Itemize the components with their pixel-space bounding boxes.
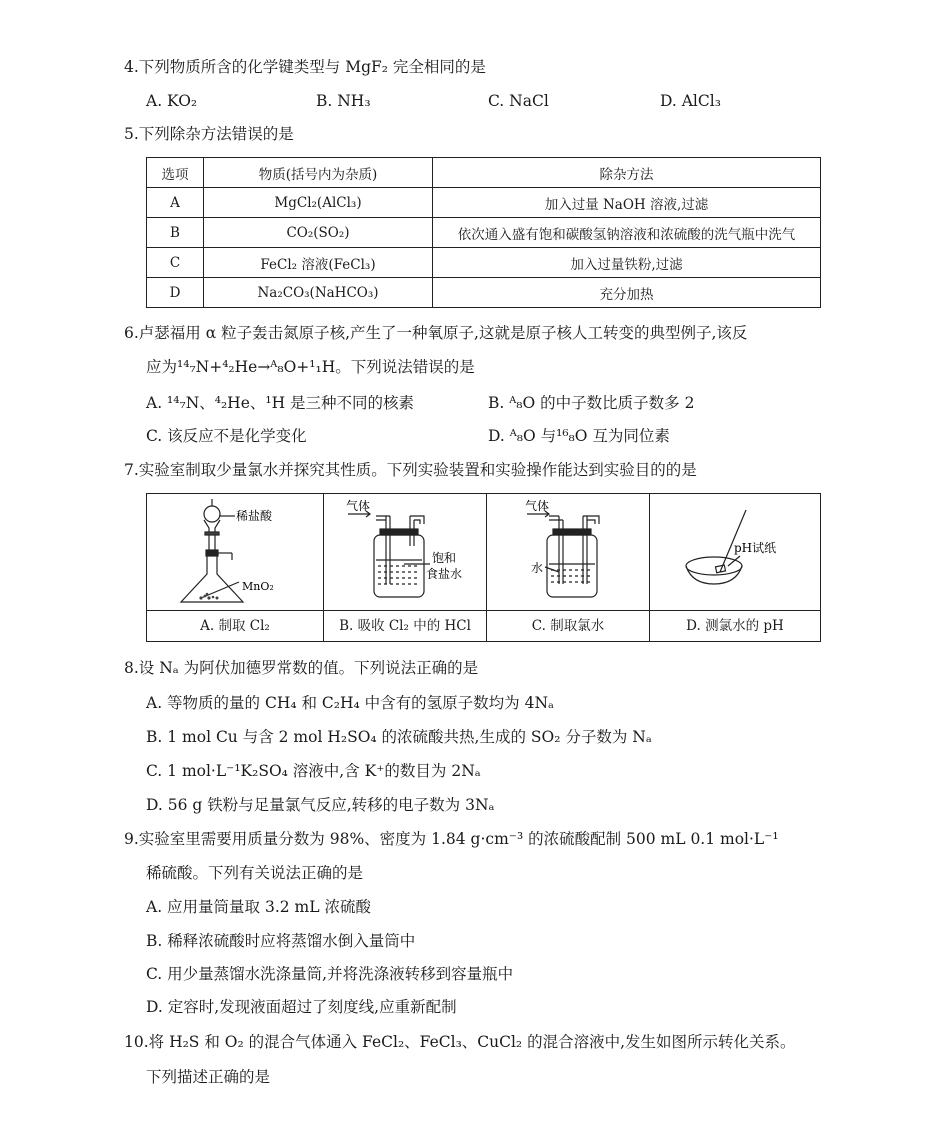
q4-option-b: B. NH₃ <box>316 92 371 110</box>
flask-diagram <box>147 494 324 611</box>
q8-option-a: A. 等物质的量的 CH₄ 和 C₂H₄ 中含有的氢原子数均为 4Nₐ <box>146 694 554 712</box>
q9-option-d: D. 定容时,发现液面超过了刻度线,应重新配制 <box>146 998 457 1016</box>
caption-c: C. 制取氯水 <box>487 610 649 641</box>
brine-label-2: 食盐水 <box>426 567 463 581</box>
table-cell: D <box>147 278 204 308</box>
q4-option-a: A. KO₂ <box>146 92 198 110</box>
q8-option-c: C. 1 mol·L⁻¹K₂SO₄ 溶液中,含 K⁺的数目为 2Nₐ <box>146 762 481 780</box>
table-cell: FeCl₂ 溶液(FeCl₃) <box>204 248 433 278</box>
table-row <box>147 278 821 308</box>
table-cell: MgCl₂(AlCl₃) <box>204 188 433 218</box>
wash-bottle-c-diagram <box>487 494 650 611</box>
table-cell: 依次通入盛有饱和碳酸氢钠溶液和浓硫酸的洗气瓶中洗气 <box>433 218 821 248</box>
q7-apparatus-panel <box>146 493 821 642</box>
q6-option-a: A. ¹⁴₇N、⁴₂He、¹H 是三种不同的核素 <box>146 394 415 412</box>
gas-label-c: 气体 <box>525 499 550 513</box>
q9-stem-line2: 稀硫酸。下列有关说法正确的是 <box>146 864 364 882</box>
table-header-row <box>147 158 821 188</box>
q6-option-b: B. ᴬ₈O 的中子数比质子数多 2 <box>488 394 695 412</box>
q8-option-b: B. 1 mol Cu 与含 2 mol H₂SO₄ 的浓硫酸共热,生成的 SO₂ 分子数为 Nₐ <box>146 728 652 746</box>
table-cell: A <box>147 188 204 218</box>
q4-option-c: C. NaCl <box>488 92 549 110</box>
apparatus-d <box>650 494 820 641</box>
caption-a: A. 制取 Cl₂ <box>147 610 323 641</box>
brine-label-1: 饱和 <box>432 551 457 565</box>
table-cell: C <box>147 248 204 278</box>
gas-label: 气体 <box>346 499 371 513</box>
table-cell: 加入过量铁粉,过滤 <box>433 248 821 278</box>
q6-equation: ¹⁴₇N+⁴₂He→ᴬ₈O+¹₁H <box>177 358 336 376</box>
q6-stem-line1: 6.卢瑟福用 α 粒子轰击氮原子核,产生了一种氧原子,这就是原子核人工转变的典型例子,该反 <box>124 324 748 342</box>
table-cell: B <box>147 218 204 248</box>
q10-stem-line1: 10.将 H₂S 和 O₂ 的混合气体通入 FeCl₂、FeCl₃、CuCl₂ 的混合溶液中,发生如图所示转化关系。 <box>124 1033 796 1051</box>
q9-stem-line1: 9.实验室里需要用质量分数为 98%、密度为 1.84 g·cm⁻³ 的浓硫酸配制 500 mL 0.1 mol·L⁻¹ <box>124 830 779 848</box>
q7-stem: 7.实验室制取少量氯水并探究其性质。下列实验装置和实验操作能达到实验目的的是 <box>124 461 697 479</box>
table-header-cell: 除杂方法 <box>433 158 821 188</box>
q4-stem: 4.下列物质所含的化学键类型与 MgF₂ 完全相同的是 <box>124 58 486 76</box>
q8-stem: 8.设 Nₐ 为阿伏加德罗常数的值。下列说法正确的是 <box>124 659 479 677</box>
q9-option-b: B. 稀释浓硫酸时应将蒸馏水倒入量筒中 <box>146 932 416 950</box>
table-cell: 充分加热 <box>433 278 821 308</box>
q6-stem-prefix: 应为 <box>146 358 178 376</box>
q5-stem: 5.下列除杂方法错误的是 <box>124 125 294 143</box>
q6-stem-line2 <box>146 356 475 378</box>
q4-option-d: D. AlCl₃ <box>660 92 721 110</box>
apparatus-b <box>324 494 487 641</box>
q6-option-d: D. ᴬ₈O 与¹⁶₈O 互为同位素 <box>488 427 670 445</box>
table-cell: 加入过量 NaOH 溶液,过滤 <box>433 188 821 218</box>
wash-bottle-b-diagram <box>324 494 487 611</box>
caption-b: B. 吸收 Cl₂ 中的 HCl <box>324 610 486 641</box>
table-cell: Na₂CO₃(NaHCO₃) <box>204 278 433 308</box>
table-row <box>147 188 821 218</box>
q8-option-d: D. 56 g 铁粉与足量氯气反应,转移的电子数为 3Nₐ <box>146 796 495 814</box>
table-header-cell: 物质(括号内为杂质) <box>204 158 433 188</box>
ph-dish-diagram <box>650 494 820 611</box>
mno2-label: MnO₂ <box>242 580 274 593</box>
caption-d: D. 测氯水的 pH <box>650 610 820 641</box>
q10-stem-line2: 下列描述正确的是 <box>146 1068 271 1086</box>
water-label: 水 <box>531 561 544 575</box>
table-header-cell: 选项 <box>147 158 204 188</box>
acid-label: 稀盐酸 <box>236 509 273 523</box>
q9-option-c: C. 用少量蒸馏水洗涤量筒,并将洗涤液转移到容量瓶中 <box>146 965 514 983</box>
q9-option-a: A. 应用量筒量取 3.2 mL 浓硫酸 <box>146 898 371 916</box>
apparatus-c <box>487 494 650 641</box>
table-row <box>147 218 821 248</box>
apparatus-a <box>147 494 324 641</box>
table-cell: CO₂(SO₂) <box>204 218 433 248</box>
ph-paper-label: pH试纸 <box>734 541 777 555</box>
q6-option-c: C. 该反应不是化学变化 <box>146 427 307 445</box>
q6-stem-suffix: 。下列说法错误的是 <box>335 358 475 376</box>
q5-table <box>146 157 821 308</box>
table-row <box>147 248 821 278</box>
